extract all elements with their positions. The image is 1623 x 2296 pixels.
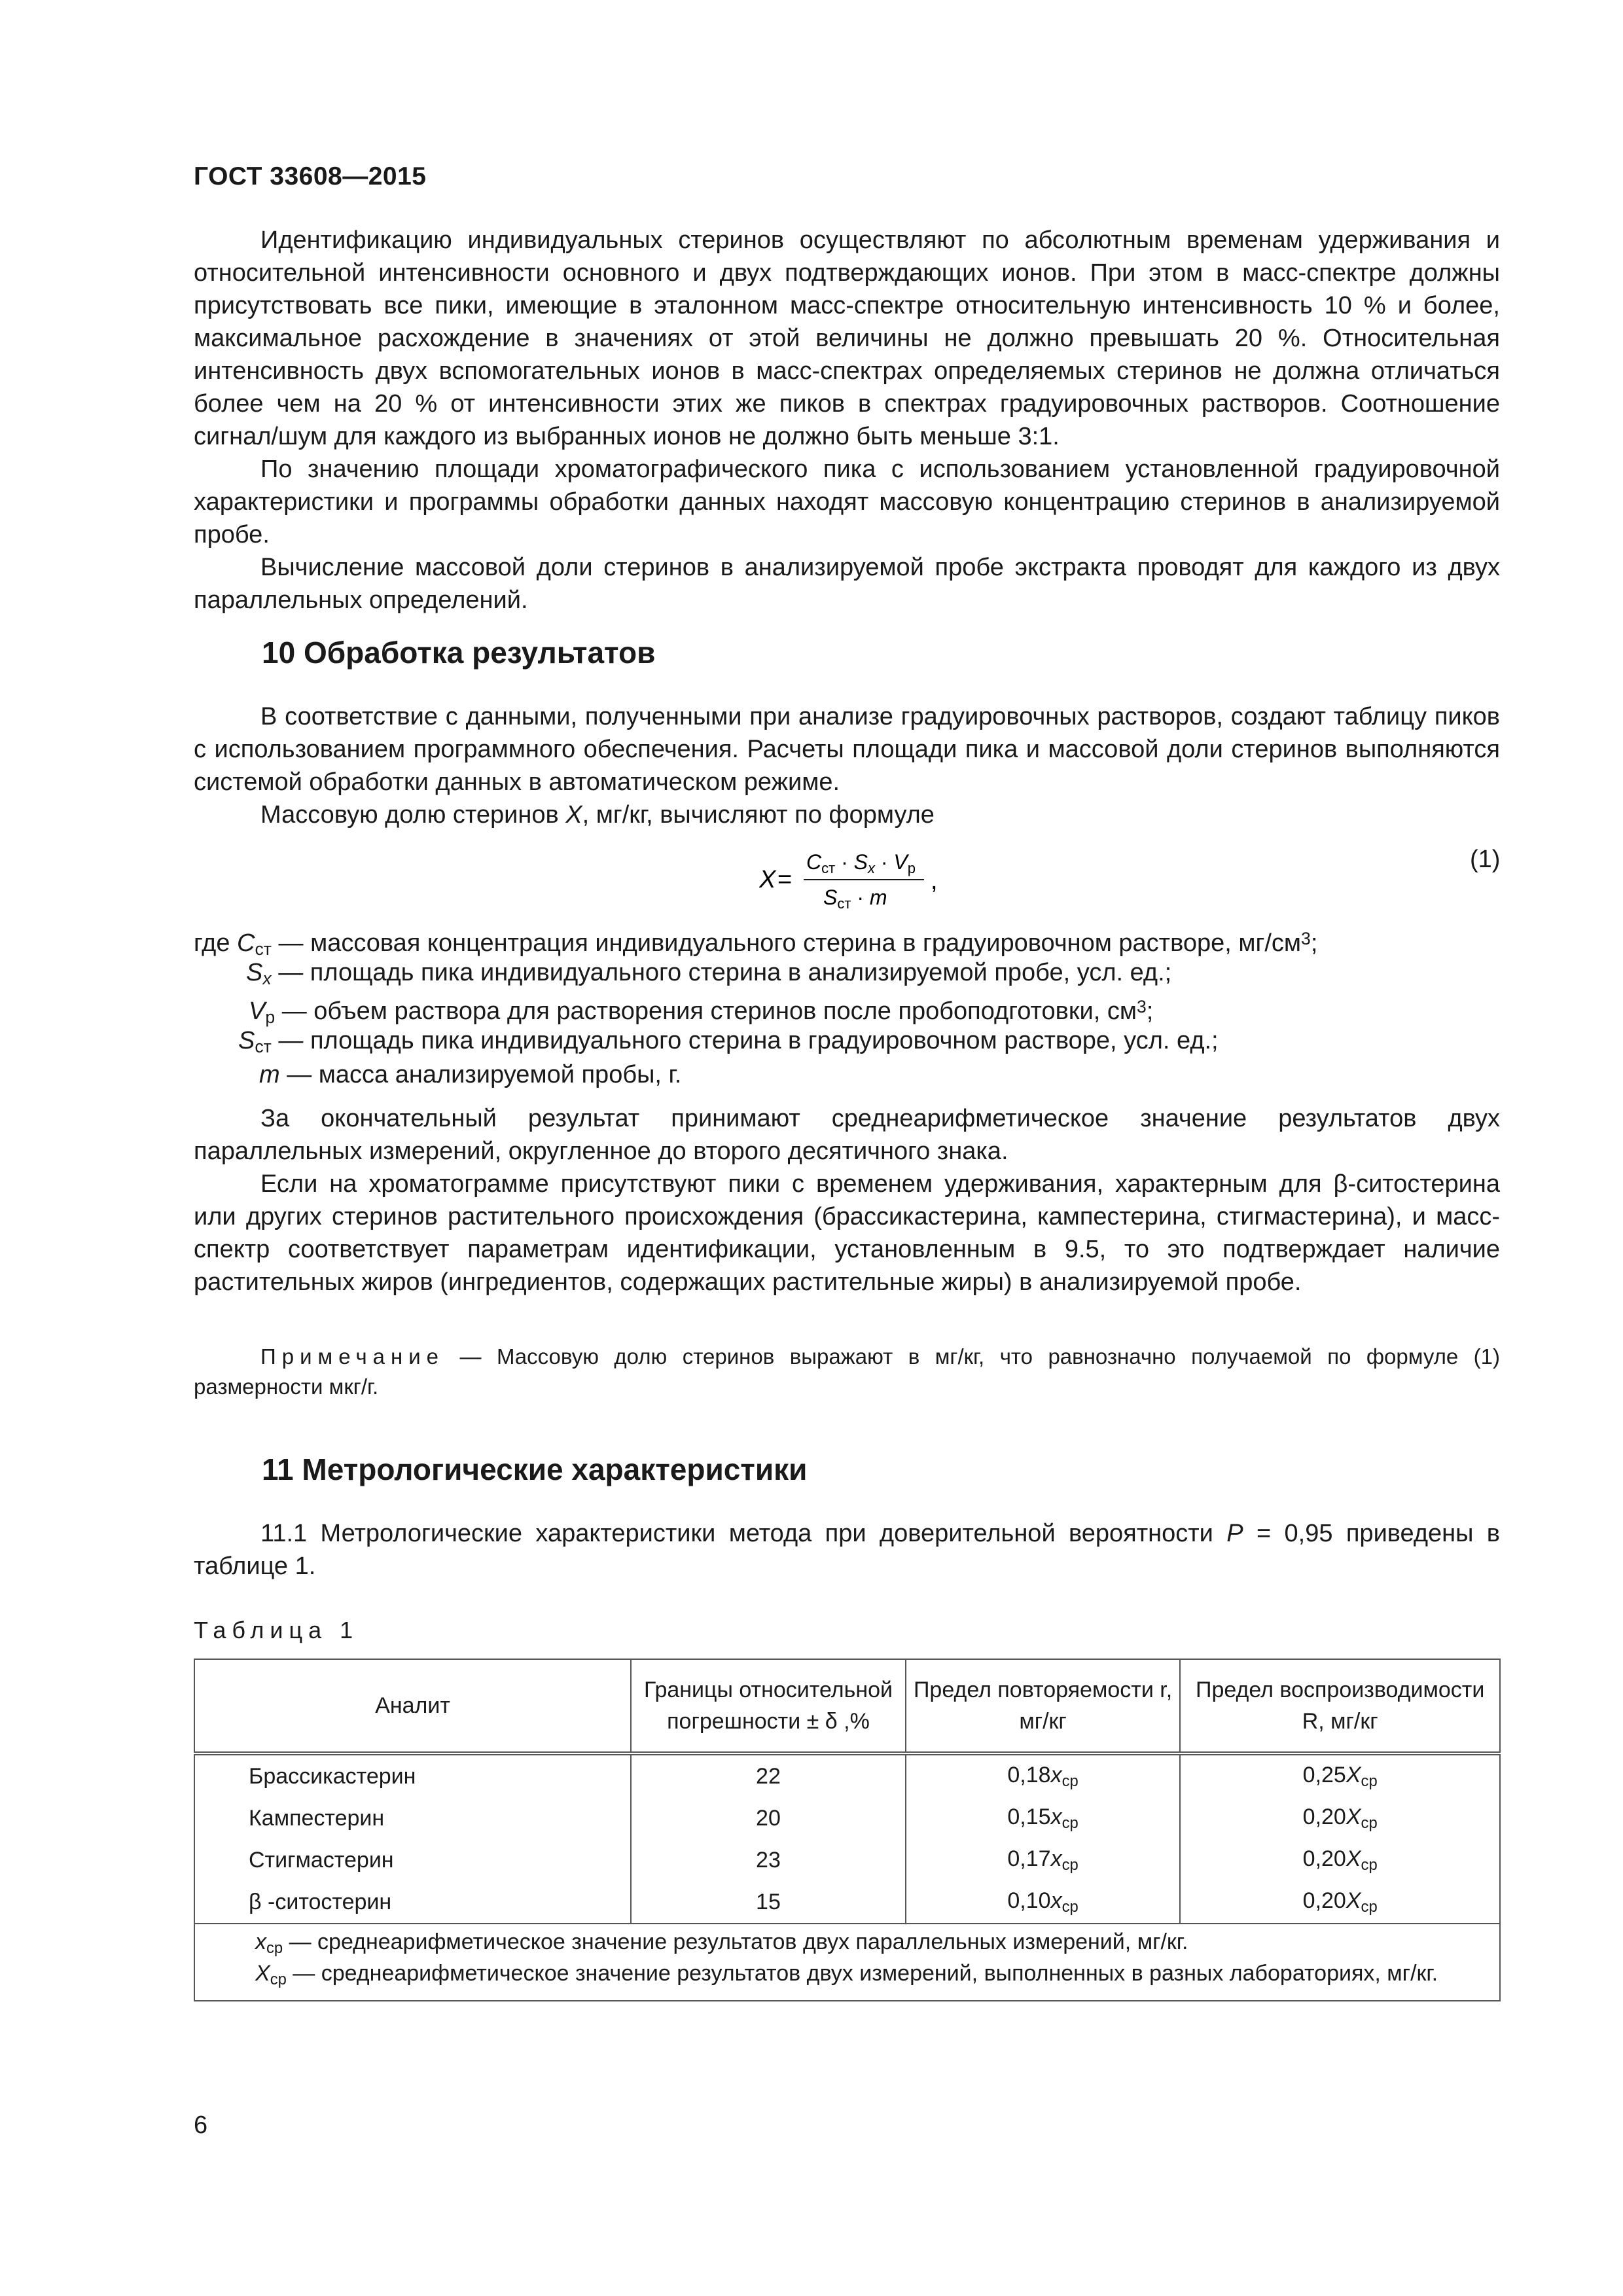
note: Примечание — Массовую долю стеринов выражают в мг/кг, что равнозначно получаемой по формуле (1) размерности мкг/г. — [194, 1344, 1500, 1399]
svg-text:X: X — [759, 866, 776, 893]
analyte-name: β -ситостерин — [194, 1881, 631, 1924]
section-10-paragraph-4: Если на хроматограмме присутствуют пики с временем удерживания, характерным для β-ситостерина или других стеринов растительного происхождения (брассикастерина, кампестерина, стигмастерина), и масс-спектр соответствует параметрам идентификации, установленным в 9.5, то это подтверждает наличие растительных жиров (ингредиентов, содержащих растительные жиры) в анализируемой пробе. — [194, 1170, 1500, 1296]
page-number: 6 — [194, 2111, 208, 2139]
table-header-row — [194, 1659, 1500, 1753]
svg-text:Sст · m: Sст · m — [823, 886, 887, 912]
r-value: $0,15x_{ср}$ — [906, 1797, 1181, 1839]
delta-value: 23 — [631, 1839, 906, 1881]
where-item-s-x: $S_x$ — площадь пика индивидуального стерина в анализируемой пробе, усл. ед.; — [246, 959, 1172, 988]
R-value: $0,25X_{ср}$ — [1180, 1753, 1500, 1797]
r-value: $0,18x_{ср}$ — [906, 1753, 1181, 1797]
section-10-paragraph-1: В соответствие с данными, полученными при анализе градуировочных растворов, создают таблицу пиков с использованием программного обеспечения. Расчеты площади пика и массовой доли стеринов выполняются системой обработки данных в автоматическом режиме. — [194, 703, 1500, 796]
col-reproducibility: Предел воспроизводимости R, мг/кг — [1180, 1659, 1500, 1753]
section-10-text — [194, 700, 1500, 831]
delta-value: 22 — [631, 1753, 906, 1797]
intro-paragraph-3: Вычисление массовой доли стеринов в анализируемой пробе экстракта проводят для каждого из двух параллельных определений. — [194, 554, 1500, 614]
footnote-x-cp: $x_{ср}$ — среднеарифметическое значение результатов двух параллельных измерений, мг/кг. — [255, 1929, 1188, 1957]
table-row — [194, 1881, 1500, 1924]
section-11-paragraph-1: 11.1 Метрологические характеристики метода при доверительной вероятности P = 0,95 приведены в таблице 1. — [194, 1520, 1500, 1580]
where-item-v-p: $V_р$ — объем раствора для растворения стеринов после пробоподготовки, $см^3$; — [249, 997, 1154, 1027]
table-footnote-row — [194, 1924, 1500, 2001]
table-footnote — [194, 1924, 1500, 2001]
r-value: $0,10x_{ср}$ — [906, 1881, 1181, 1924]
section-10-title: 10 Обработка результатов — [262, 636, 656, 670]
intro-text — [194, 224, 1500, 617]
section-10-paragraph-2: Массовую долю стеринов X, мг/кг, вычисляют по формуле — [260, 801, 935, 829]
delta-value: 15 — [631, 1881, 906, 1924]
r-value: $0,17x_{ср}$ — [906, 1839, 1181, 1881]
table-row — [194, 1797, 1500, 1839]
document-header: ГОСТ 33608—2015 — [194, 162, 427, 190]
section-10-conclusion — [194, 1102, 1500, 1299]
analyte-name: Брассикастерин — [194, 1753, 631, 1797]
R-value: $0,20X_{ср}$ — [1180, 1839, 1500, 1881]
section-11-text — [194, 1517, 1500, 1583]
R-value: $0,20X_{ср}$ — [1180, 1797, 1500, 1839]
metrology-table — [194, 1659, 1501, 2001]
where-item-m: m — масса анализируемой пробы, г. — [259, 1061, 682, 1088]
col-analyte: Аналит — [194, 1659, 631, 1753]
col-bounds: Границы относительной погрешности ± δ ,% — [631, 1659, 906, 1753]
analyte-name: Кампестерин — [194, 1797, 631, 1839]
footnote-X-cp: $X_{ср}$ — среднеарифметическое значение результатов двух измерений, выполненных в разных лабораториях, мг/кг. — [255, 1961, 1438, 1988]
section-11-title: 11 Метрологические характеристики — [262, 1452, 808, 1486]
formula-number: (1) — [1470, 846, 1501, 873]
delta-value: 20 — [631, 1797, 906, 1839]
svg-text:,: , — [931, 867, 938, 895]
table-row — [194, 1839, 1500, 1881]
col-repeatability: Предел повторяемости r, мг/кг — [906, 1659, 1181, 1753]
svg-text:=: = — [777, 866, 793, 893]
table-row — [194, 1753, 1500, 1797]
svg-text:Cст · Sx · Vр: Cст · Sx · Vр — [806, 850, 916, 876]
where-list — [194, 922, 1503, 1098]
table-caption: Таблица 1 — [194, 1617, 359, 1643]
formula-1 — [759, 842, 982, 914]
intro-paragraph-1: Идентификацию индивидуальных стеринов осуществляют по абсолютным временам удерживания и относительной интенсивности основного и двух подтверждающих ионов. При этом в масс-спектре должны присутствовать все пики, имеющие в эталонном масс-спектре относительную интенсивность 10 % и более, максимальное расхождение в значениях от этой величины не должно превышать 20 %. Относительная интенсивность двух вспомогательных ионов в масс-спектрах определяемых стеринов не должна отличаться более чем на 20 % от интенсивности этих же пиков в спектрах градуировочных растворов. Соотношение сигнал/шум для каждого из выбранных ионов не должно быть меньше 3:1. — [194, 226, 1500, 450]
where-item-c-st: где $C_{ст}$ — массовая концентрация индивидуального стерина в градуировочном растворе, $мг/см^3$; — [194, 929, 1318, 959]
section-10-paragraph-3: За окончательный результат принимают среднеарифметическое значение результатов двух параллельных измерений, округленное до второго десятичного знака. — [194, 1105, 1500, 1165]
where-item-s-st: $S_{ст}$ — площадь пика индивидуального стерина в градуировочном растворе, усл. ед.; — [238, 1027, 1219, 1056]
analyte-name: Стигмастерин — [194, 1839, 631, 1881]
R-value: $0,20X_{ср}$ — [1180, 1881, 1500, 1924]
intro-paragraph-2: По значению площади хроматографического пика с использованием установленной градуировочной характеристики и программы обработки данных находят массовую концентрацию стеринов в анализируемой пробе. — [194, 456, 1500, 548]
